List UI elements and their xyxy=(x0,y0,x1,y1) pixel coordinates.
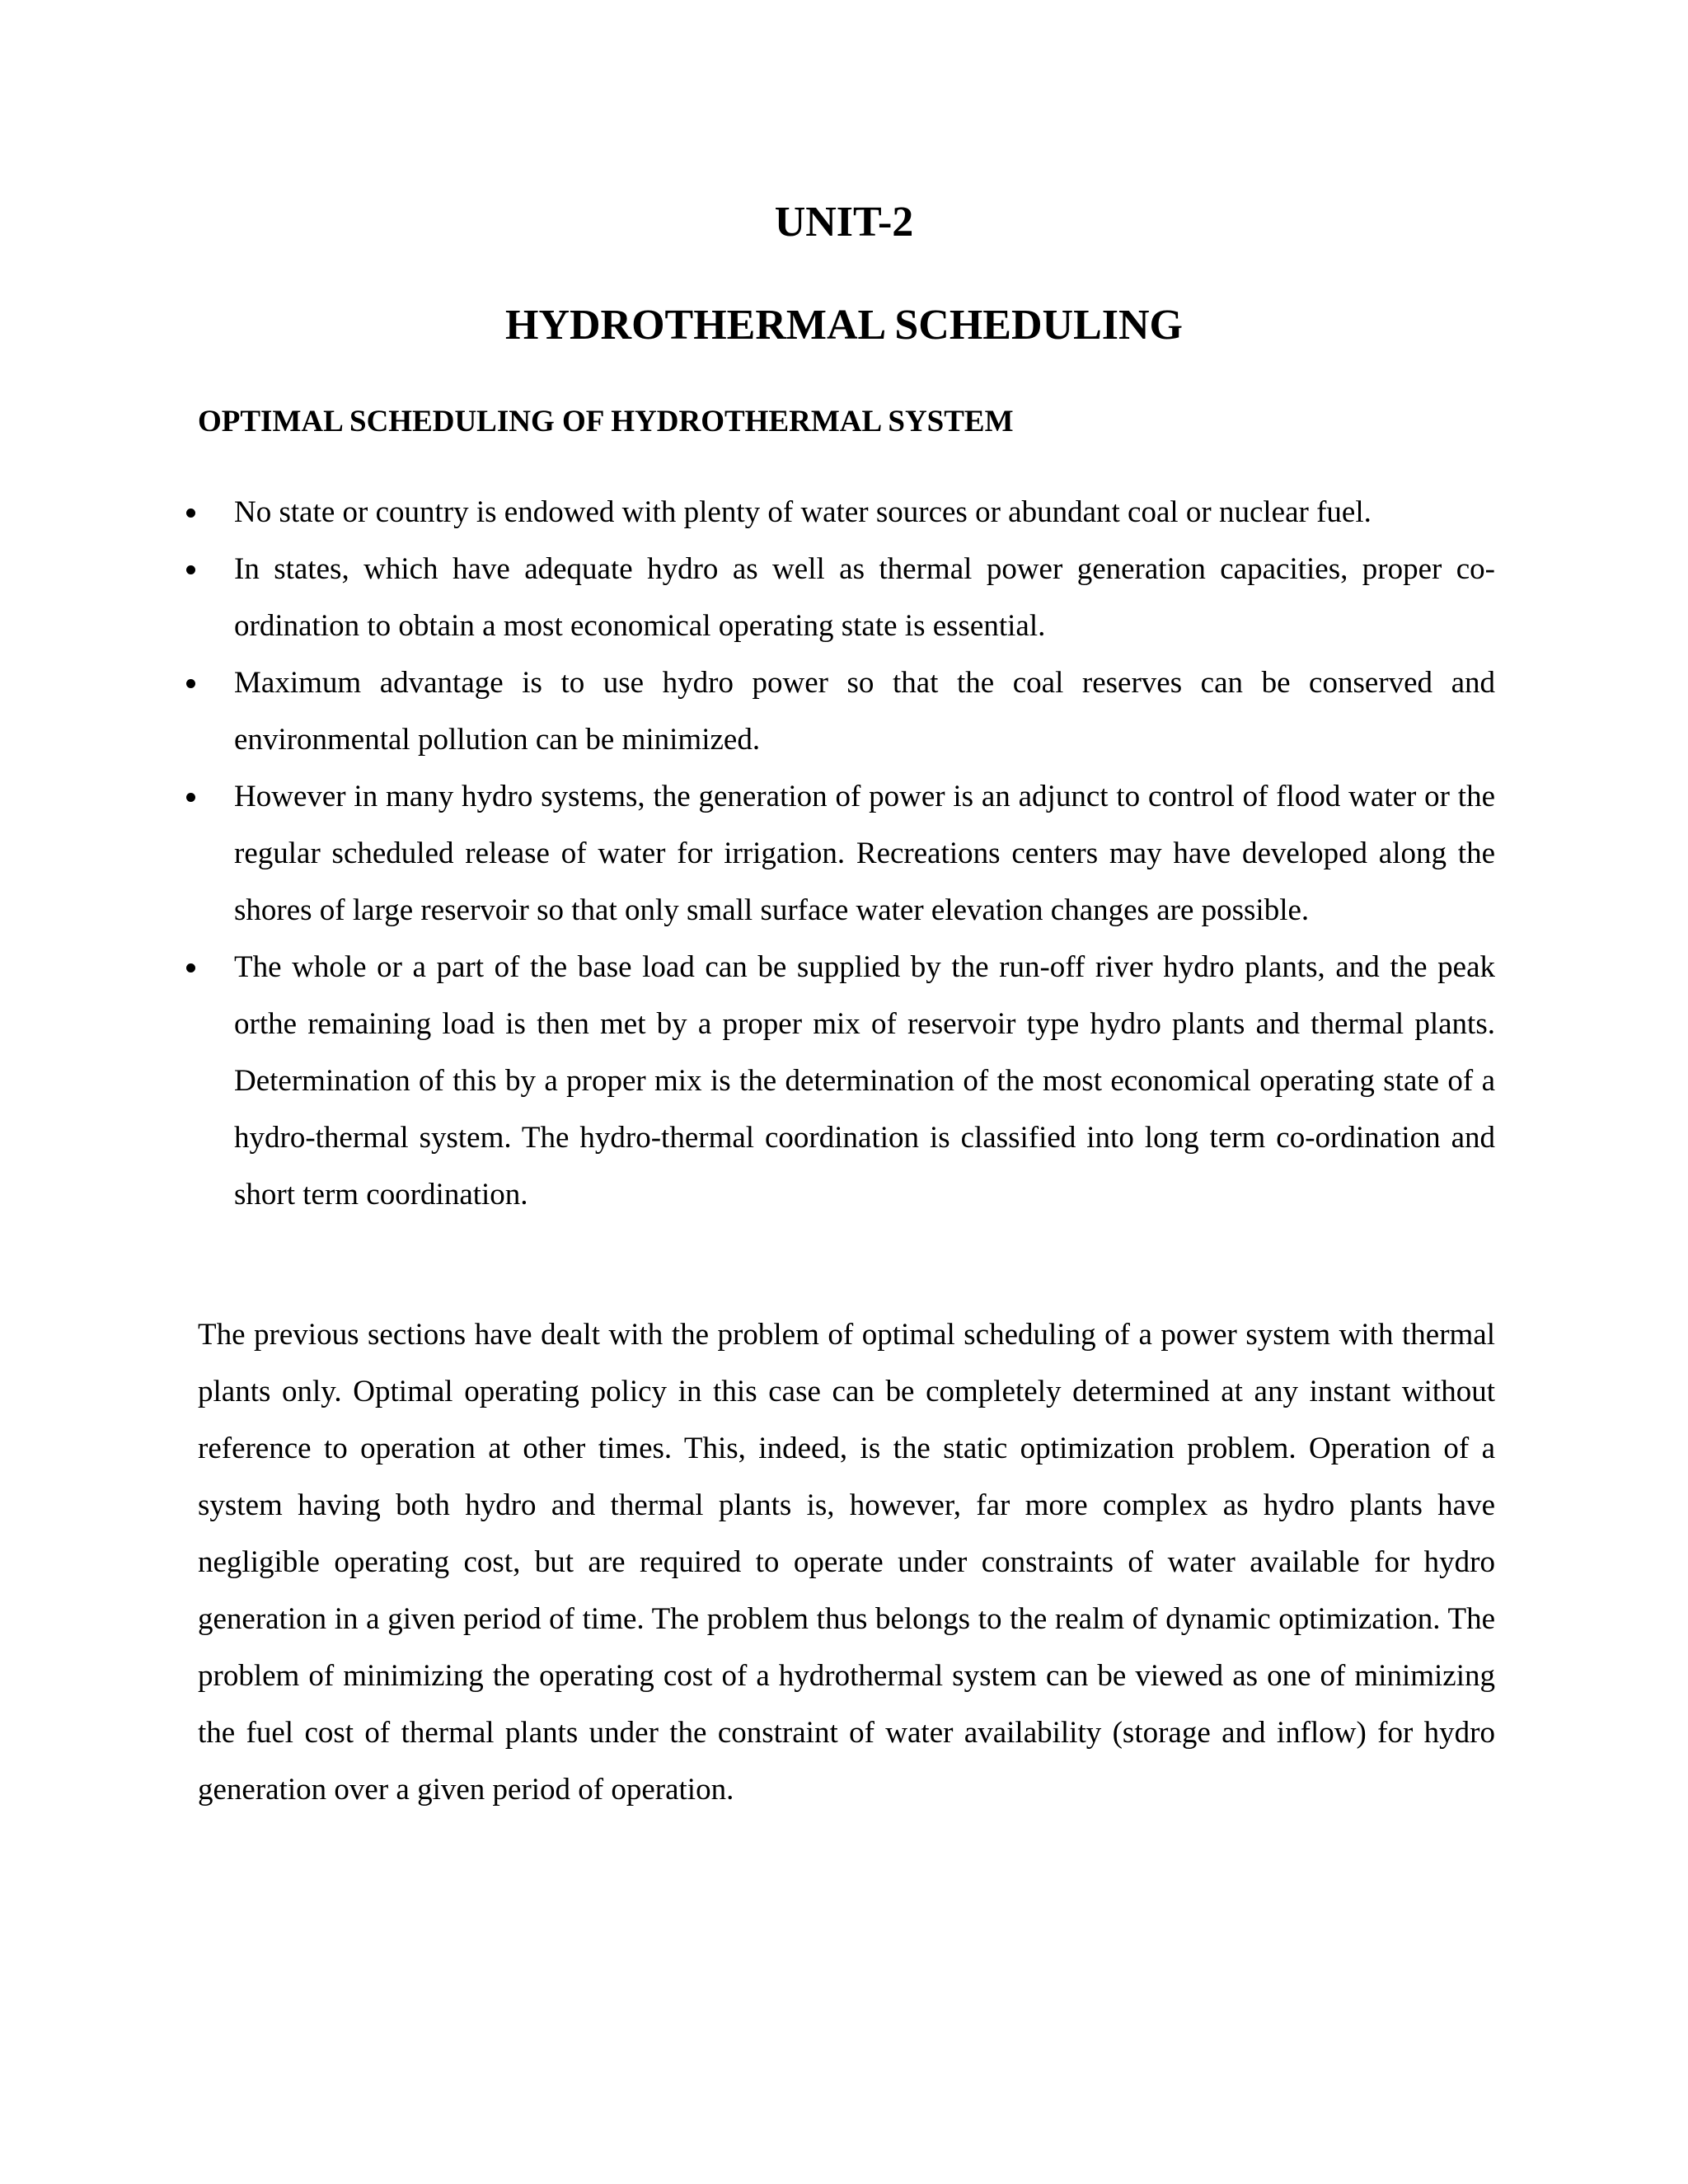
bullet-item xyxy=(0,939,1495,1223)
bullet-text: In states, which have adequate hydro as well as thermal power generation capacities, proper co-ordination to obtain a most economical operating state is essential. xyxy=(234,552,1495,643)
bullet-item xyxy=(0,768,1495,939)
page-title: HYDROTHERMAL SCHEDULING xyxy=(505,302,1183,349)
bullet-item xyxy=(0,541,1495,654)
body-paragraph: The previous sections have dealt with the problem of optimal scheduling of a power system with thermal plants only. Optimal operating policy in this case can be completely determined at any instant without reference to operation at other times. This, indeed, is the static optimization problem. Operation of a system having both hydro and thermal plants is, however, far more complex as hydro plants have negligible operating cost, but are required to operate under constraints of water available for hydro generation in a given period of time. The problem thus belongs to the realm of dynamic optimization. The problem of minimizing the operating cost of a hydrothermal system can be viewed as one of minimizing the fuel cost of thermal plants under the constraint of water availability (storage and inflow) for hydro generation over a given period of operation. xyxy=(198,1318,1495,1807)
bullet-icon xyxy=(186,963,195,972)
bullet-item xyxy=(0,654,1495,768)
bullet-icon xyxy=(186,509,195,518)
bullet-list xyxy=(0,484,1688,1223)
bullet-icon xyxy=(186,793,195,802)
unit-title: UNIT-2 xyxy=(774,199,914,246)
bullet-text: Maximum advantage is to use hydro power so that the coal reserves can be conserved and environmental pollution can be minimized. xyxy=(234,666,1495,757)
bullet-text: However in many hydro systems, the generation of power is an adjunct to control of flood water or the regular scheduled release of water for irrigation. Recreations centers may have developed along the shores of large reservoir so that only small surface water elevation changes are possible. xyxy=(234,780,1495,927)
bullet-icon xyxy=(186,565,195,574)
bullet-text: No state or country is endowed with plenty of water sources or abundant coal or nuclear fuel. xyxy=(234,495,1372,529)
bullet-item xyxy=(0,484,1495,541)
bullet-icon xyxy=(186,679,195,688)
bullet-text: The whole or a part of the base load can be supplied by the run-off river hydro plants, and the peak orthe remaining load is then met by a proper mix of reservoir type hydro plants and thermal plants. Determination of this by a proper mix is the determination of the most economical operating state of a hydro-thermal system. The hydro-thermal coordination is classified into long term co-ordination and short term coordination. xyxy=(234,950,1495,1212)
section-heading: OPTIMAL SCHEDULING OF HYDROTHERMAL SYSTEM xyxy=(198,405,1014,438)
